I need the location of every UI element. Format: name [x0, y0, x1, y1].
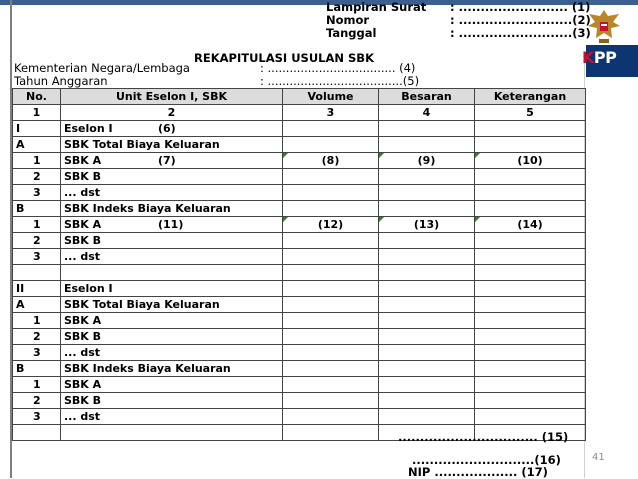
table-row — [13, 361, 586, 377]
row-number: B — [13, 361, 61, 377]
table-row — [13, 137, 586, 153]
table-row — [13, 281, 586, 297]
header-tanggal-label: Tanggal — [326, 26, 377, 40]
row-besaran — [379, 281, 475, 297]
meta-tahun-anggaran — [14, 75, 419, 88]
row-besaran — [379, 185, 475, 201]
row-volume — [283, 137, 379, 153]
row-number: 3 — [13, 409, 61, 425]
meta-tahun-label: Tahun Anggaran — [14, 74, 108, 88]
row-volume — [283, 361, 379, 377]
row-unit-ref: (7) — [158, 154, 176, 167]
row-volume — [283, 233, 379, 249]
row-unit — [61, 185, 283, 201]
row-unit-label: SBK A — [64, 314, 102, 327]
row-number: A — [13, 137, 61, 153]
row-number: 1 — [13, 377, 61, 393]
row-keterangan: (14) — [475, 217, 586, 233]
table-row — [13, 153, 586, 169]
row-volume — [283, 409, 379, 425]
page-number: 41 — [592, 452, 605, 463]
table-row — [13, 217, 586, 233]
row-unit — [61, 377, 283, 393]
col-header-keterangan: Keterangan — [475, 89, 586, 105]
row-volume — [283, 345, 379, 361]
row-unit — [61, 281, 283, 297]
row-keterangan — [475, 377, 586, 393]
row-unit — [61, 153, 283, 169]
row-volume: (8) — [283, 153, 379, 169]
row-besaran — [379, 249, 475, 265]
table-row — [13, 201, 586, 217]
row-besaran: (9) — [379, 153, 475, 169]
row-keterangan — [475, 265, 586, 281]
col-number: 5 — [475, 105, 586, 121]
table-header-row — [13, 89, 586, 105]
row-volume — [283, 265, 379, 281]
table-row — [13, 185, 586, 201]
row-volume — [283, 201, 379, 217]
footer-signature-name: ............................(16) — [412, 453, 561, 467]
row-number: 1 — [13, 217, 61, 233]
row-unit-label: ... dst — [64, 186, 101, 199]
sbk-recap-table — [12, 88, 586, 441]
table-row — [13, 169, 586, 185]
row-keterangan — [475, 361, 586, 377]
row-unit — [61, 137, 283, 153]
table-row — [13, 233, 586, 249]
table-row — [13, 313, 586, 329]
row-keterangan — [475, 345, 586, 361]
row-number: 2 — [13, 233, 61, 249]
row-number: A — [13, 297, 61, 313]
row-unit-label: ... dst — [64, 250, 101, 263]
row-number: 1 — [13, 313, 61, 329]
row-unit — [61, 393, 283, 409]
row-unit — [61, 265, 283, 281]
footer-nip: NIP ................... (17) — [408, 465, 548, 479]
col-number: 2 — [61, 105, 283, 121]
row-number — [13, 425, 61, 441]
row-unit-ref: (6) — [158, 122, 176, 135]
row-besaran — [379, 201, 475, 217]
row-keterangan — [475, 409, 586, 425]
row-unit-label: SBK B — [64, 394, 102, 407]
row-volume — [283, 169, 379, 185]
col-number: 3 — [283, 105, 379, 121]
row-unit-label: SBK Indeks Biaya Keluaran — [64, 202, 231, 215]
header-tanggal — [326, 27, 591, 40]
row-unit-label: SBK Indeks Biaya Keluaran — [64, 362, 231, 375]
col-header-unit: Unit Eselon I, SBK — [61, 89, 283, 105]
table-row — [13, 297, 586, 313]
row-unit — [61, 121, 283, 137]
column-number-row — [13, 105, 586, 121]
row-besaran — [379, 361, 475, 377]
row-unit — [61, 345, 283, 361]
col-number: 4 — [379, 105, 475, 121]
row-number: B — [13, 201, 61, 217]
row-number: II — [13, 281, 61, 297]
row-keterangan — [475, 137, 586, 153]
row-besaran — [379, 137, 475, 153]
row-unit — [61, 201, 283, 217]
row-unit-label: ... dst — [64, 410, 101, 423]
row-unit — [61, 361, 283, 377]
row-volume — [283, 393, 379, 409]
row-volume — [283, 377, 379, 393]
row-besaran — [379, 345, 475, 361]
row-keterangan — [475, 169, 586, 185]
row-volume — [283, 121, 379, 137]
row-number: 2 — [13, 393, 61, 409]
header-lampiran-value: : ......................... (1) — [450, 0, 591, 14]
row-unit-label: Eselon I — [64, 122, 113, 135]
table-row — [13, 409, 586, 425]
row-besaran — [379, 297, 475, 313]
kpp-logo: KPP — [582, 48, 617, 67]
row-keterangan — [475, 281, 586, 297]
garuda-emblem-icon — [586, 6, 622, 48]
row-besaran — [379, 329, 475, 345]
row-keterangan — [475, 329, 586, 345]
row-keterangan — [475, 201, 586, 217]
row-besaran: (13) — [379, 217, 475, 233]
row-keterangan — [475, 249, 586, 265]
row-keterangan — [475, 233, 586, 249]
row-unit — [61, 217, 283, 233]
row-number: 3 — [13, 249, 61, 265]
row-volume — [283, 281, 379, 297]
row-keterangan: (10) — [475, 153, 586, 169]
row-number: 2 — [13, 169, 61, 185]
row-unit — [61, 425, 283, 441]
row-unit-label: SBK A — [64, 378, 102, 391]
row-unit — [61, 313, 283, 329]
row-number: 3 — [13, 345, 61, 361]
page-title: REKAPITULASI USULAN SBK — [194, 51, 374, 65]
col-number: 1 — [13, 105, 61, 121]
row-volume — [283, 313, 379, 329]
row-keterangan — [475, 185, 586, 201]
row-besaran — [379, 265, 475, 281]
row-unit — [61, 297, 283, 313]
row-unit-label: Eselon I — [64, 282, 113, 295]
row-unit — [61, 233, 283, 249]
meta-tahun-value: : .....................................(5) — [260, 74, 420, 88]
row-besaran — [379, 233, 475, 249]
row-unit-label: SBK B — [64, 234, 102, 247]
col-header-no: No. — [13, 89, 61, 105]
table-row — [13, 329, 586, 345]
row-unit-label: SBK A — [64, 154, 102, 167]
row-unit-label: SBK Total Biaya Keluaran — [64, 138, 220, 151]
table-row — [13, 377, 586, 393]
row-besaran — [379, 169, 475, 185]
row-keterangan — [475, 121, 586, 137]
row-unit-ref: (11) — [158, 218, 184, 231]
row-unit — [61, 249, 283, 265]
row-unit — [61, 409, 283, 425]
row-besaran — [379, 409, 475, 425]
meta-kementerian-label: Kementerian Negara/Lembaga — [14, 61, 190, 75]
row-unit — [61, 329, 283, 345]
table-row — [13, 121, 586, 137]
col-header-volume: Volume — [283, 89, 379, 105]
table-row — [13, 345, 586, 361]
row-unit — [61, 169, 283, 185]
row-besaran — [379, 393, 475, 409]
header-nomor-value: : ..........................(2) — [450, 13, 591, 27]
row-number: 3 — [13, 185, 61, 201]
row-unit-label: SBK B — [64, 330, 102, 343]
header-lampiran-label: Lampiran Surat — [326, 0, 427, 14]
row-besaran — [379, 121, 475, 137]
col-header-besaran: Besaran — [379, 89, 475, 105]
row-unit-label: SBK A — [64, 218, 102, 231]
row-unit-label: SBK Total Biaya Keluaran — [64, 298, 220, 311]
row-volume — [283, 329, 379, 345]
row-keterangan — [475, 297, 586, 313]
row-number: 2 — [13, 329, 61, 345]
table-row — [13, 393, 586, 409]
footer-place-date: ................................ (15) — [398, 430, 569, 444]
row-number — [13, 265, 61, 281]
row-volume — [283, 297, 379, 313]
header-nomor-label: Nomor — [326, 13, 370, 27]
table-row — [13, 265, 586, 281]
meta-kementerian-value: : ................................... (4) — [260, 61, 416, 75]
row-keterangan — [475, 393, 586, 409]
row-besaran — [379, 313, 475, 329]
row-volume — [283, 249, 379, 265]
row-number: 1 — [13, 153, 61, 169]
row-volume — [283, 185, 379, 201]
row-unit-label: ... dst — [64, 346, 101, 359]
row-number: I — [13, 121, 61, 137]
table-row — [13, 249, 586, 265]
row-volume: (12) — [283, 217, 379, 233]
row-keterangan — [475, 313, 586, 329]
row-besaran — [379, 377, 475, 393]
header-tanggal-value: : ..........................(3) — [450, 26, 591, 40]
row-unit-label: SBK B — [64, 170, 102, 183]
row-volume — [283, 425, 379, 441]
